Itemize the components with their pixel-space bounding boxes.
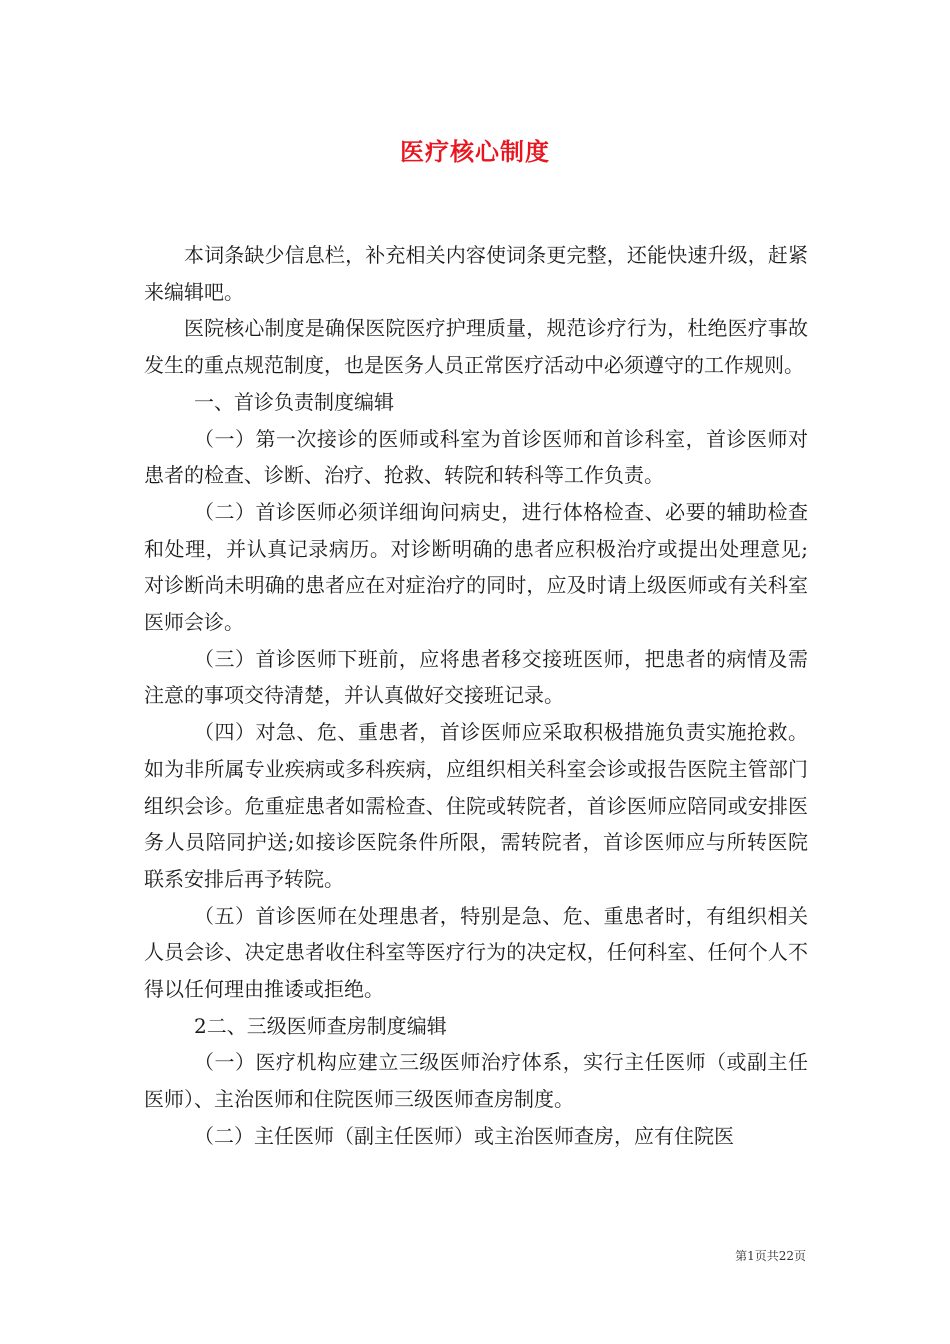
- paragraph-item: （二）主任医师（副主任医师）或主治医师查房，应有住院医: [194, 1123, 734, 1148]
- paragraph-item: （三）首诊医师下班前，应将患者移交接班医师，把患者的病情及需注意的事项交待清楚，并认真做好交接班记录。: [144, 646, 808, 708]
- section-heading: 2二、三级医师查房制度编辑: [194, 1013, 447, 1038]
- document-body: [144, 237, 808, 1155]
- section-heading: 一、首诊负责制度编辑: [194, 389, 394, 414]
- paragraph-item: （一）第一次接诊的医师或科室为首诊医师和首诊科室，首诊医师对患者的检查、诊断、治疗、抢救、转院和转科等工作负责。: [144, 426, 808, 488]
- paragraph-item: （二）首诊医师必须详细询问病史，进行体格检查、必要的辅助检查和处理，并认真记录病历。对诊断明确的患者应积极治疗或提出处理意见;对诊断尚未明确的患者应在对症治疗的同时，应及时请上级医师或有关科室医师会诊。: [144, 499, 808, 635]
- document-title: 医疗核心制度: [400, 137, 550, 166]
- paragraph-item: （四）对急、危、重患者，首诊医师应采取积极措施负责实施抢救。如为非所属专业疾病或多科疾病，应组织相关科室会诊或报告医院主管部门组织会诊。危重症患者如需检查、住院或转院者，首诊医师应陪同或安排医务人员陪同护送;如接诊医院条件所限，需转院者，首诊医师应与所转医院联系安排后再予转院。: [144, 720, 808, 891]
- paragraph-intro-notice: 本词条缺少信息栏，补充相关内容使词条更完整，还能快速升级，赶紧来编辑吧。: [144, 243, 808, 304]
- paragraph-item: （一）医疗机构应建立三级医师治疗体系，实行主任医师（或副主任医师）、主治医师和住院医师三级医师查房制度。: [144, 1050, 808, 1112]
- paragraph-item: （五）首诊医师在处理患者，特别是急、危、重患者时，有组织相关人员会诊、决定患者收住科室等医疗行为的决定权，任何科室、任何个人不得以任何理由推诿或拒绝。: [144, 903, 808, 1002]
- paragraph-definition: 医院核心制度是确保医院医疗护理质量，规范诊疗行为，杜绝医疗事故发生的重点规范制度，也是医务人员正常医疗活动中必须遵守的工作规则。: [144, 316, 808, 378]
- page-number-footer: 第1页共22页: [735, 1249, 806, 1263]
